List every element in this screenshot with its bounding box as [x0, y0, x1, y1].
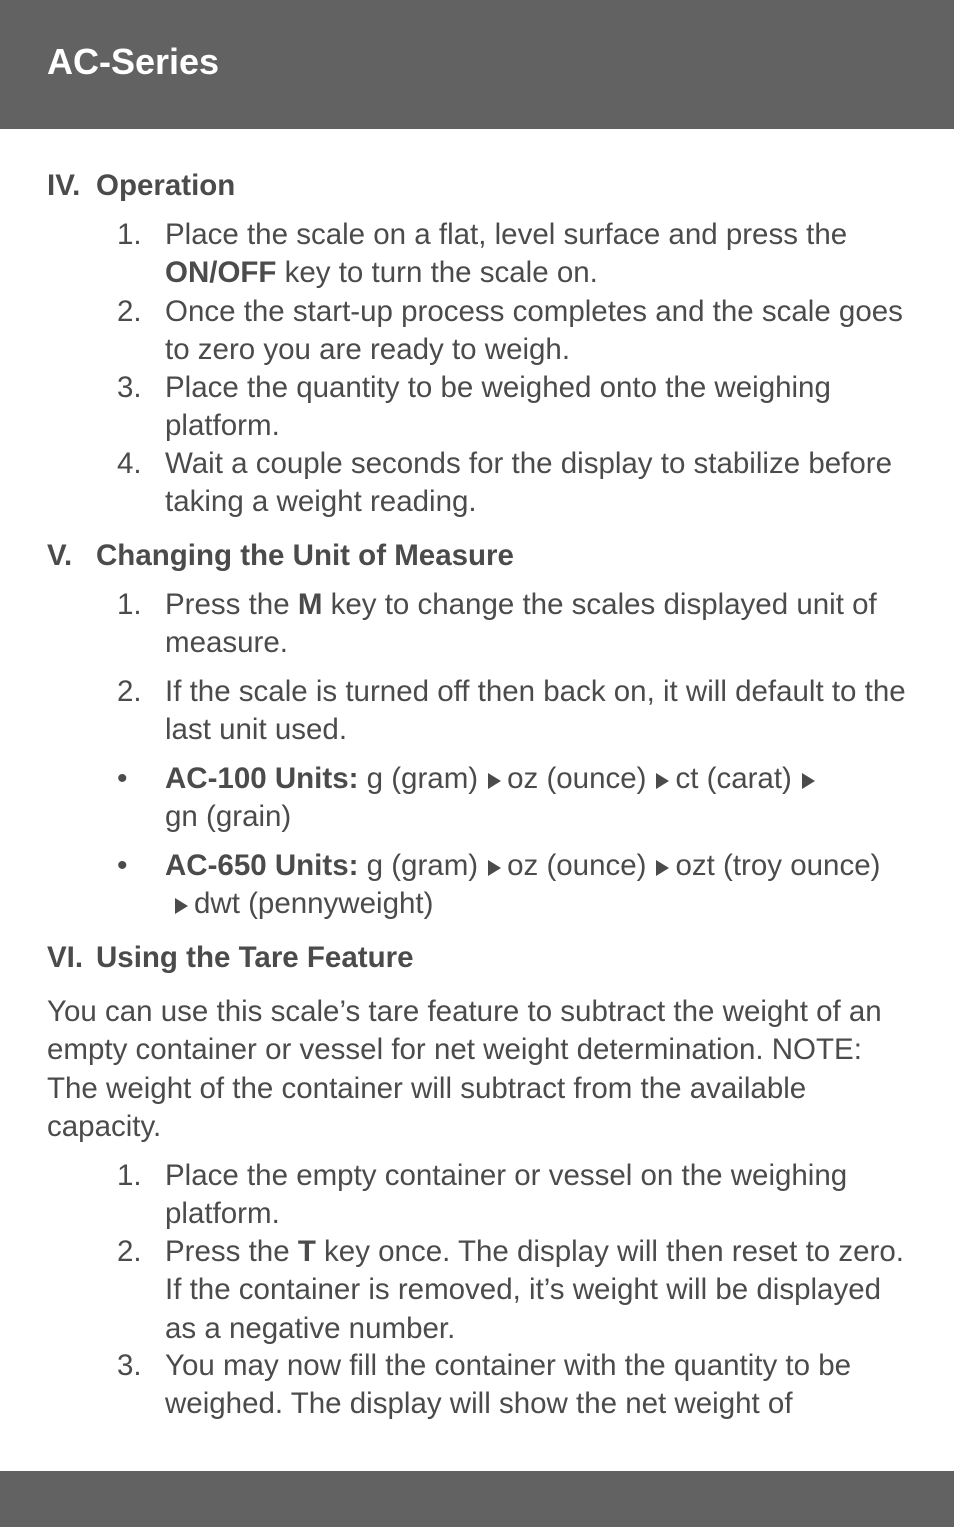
list-item-text: Place the scale on a flat, level surface and press the ON/OFF key to turn the scale on. [165, 218, 848, 290]
list-item [47, 1347, 907, 1424]
list-item [47, 216, 907, 293]
list-number: 3. [117, 1349, 142, 1382]
section-title-tare [47, 939, 413, 977]
list-item [47, 1233, 907, 1348]
list-number: 2. [117, 295, 142, 328]
section-number: V. [47, 539, 73, 572]
bullet-marker: • [117, 849, 128, 882]
header-title: AC-Series [47, 41, 220, 82]
list-item [47, 445, 907, 522]
list-item [47, 1157, 907, 1234]
list-item-text: Place the empty container or vessel on the weighing platform. [165, 1159, 848, 1231]
units-list: AC-650 Units: g (gram) oz (ounce) ozt (troy ounce)dwt (pennyweight) [165, 849, 881, 921]
list-item-text: Press the M key to change the scales displayed unit of measure. [165, 588, 877, 660]
units-bullet-ac100 [47, 760, 907, 837]
units-label: AC-100 Units: [165, 762, 359, 795]
arrow-right-icon [656, 773, 669, 789]
section-title-unit [47, 537, 514, 575]
list-number: 2. [117, 1235, 142, 1268]
list-number: 4. [117, 447, 142, 480]
section-heading: Using the Tare Feature [96, 941, 414, 974]
list-item-text: Place the quantity to be weighed onto the weighing platform. [165, 371, 831, 443]
units-label: AC-650 Units: [165, 849, 359, 882]
section-title-operation [47, 167, 235, 205]
section-heading: Operation [96, 169, 236, 202]
arrow-right-icon [488, 860, 501, 876]
section-heading: Changing the Unit of Measure [96, 539, 514, 572]
arrow-right-icon [175, 898, 188, 914]
list-item-text: You may now fill the container with the quantity to be weighed. The display will show the net weight of [165, 1349, 852, 1421]
section-number: VI. [47, 941, 84, 974]
arrow-right-icon [802, 773, 815, 789]
page-header [0, 0, 954, 129]
list-item-text: Wait a couple seconds for the display to stabilize before taking a weight reading. [165, 447, 892, 519]
arrow-right-icon [488, 773, 501, 789]
list-number: 1. [117, 1159, 142, 1192]
bullet-marker: • [117, 762, 128, 795]
page-footer [0, 1471, 954, 1527]
key-name-onoff: ON/OFF [165, 256, 277, 290]
list-number: 1. [117, 588, 142, 621]
key-name-m: M [297, 588, 323, 621]
list-item [47, 369, 907, 446]
list-item [47, 673, 907, 750]
list-number: 1. [117, 218, 142, 251]
list-item [47, 586, 907, 663]
list-number: 2. [117, 675, 142, 708]
list-item-text: If the scale is turned off then back on, it will default to the last unit used. [165, 675, 906, 747]
units-list: AC-100 Units: g (gram) oz (ounce) ct (carat) gn (grain) [165, 760, 907, 837]
list-number: 3. [117, 371, 142, 404]
list-item [47, 293, 907, 370]
list-item-text: Once the start-up process completes and the scale goes to zero you are ready to weigh. [165, 295, 903, 367]
list-item-text: Press the T key once. The display will then reset to zero. If the container is removed, it’s weight will be displayed as a negative number. [165, 1235, 904, 1345]
tare-intro-paragraph: You can use this scale’s tare feature to subtract the weight of an empty container or vessel for net weight determination. NOTE: The weight of the container will subtract from the available capacity. [47, 995, 882, 1143]
section-number: IV. [47, 169, 81, 202]
units-bullet-ac650 [47, 847, 907, 924]
arrow-right-icon [656, 860, 669, 876]
key-name-t: T [297, 1235, 316, 1268]
